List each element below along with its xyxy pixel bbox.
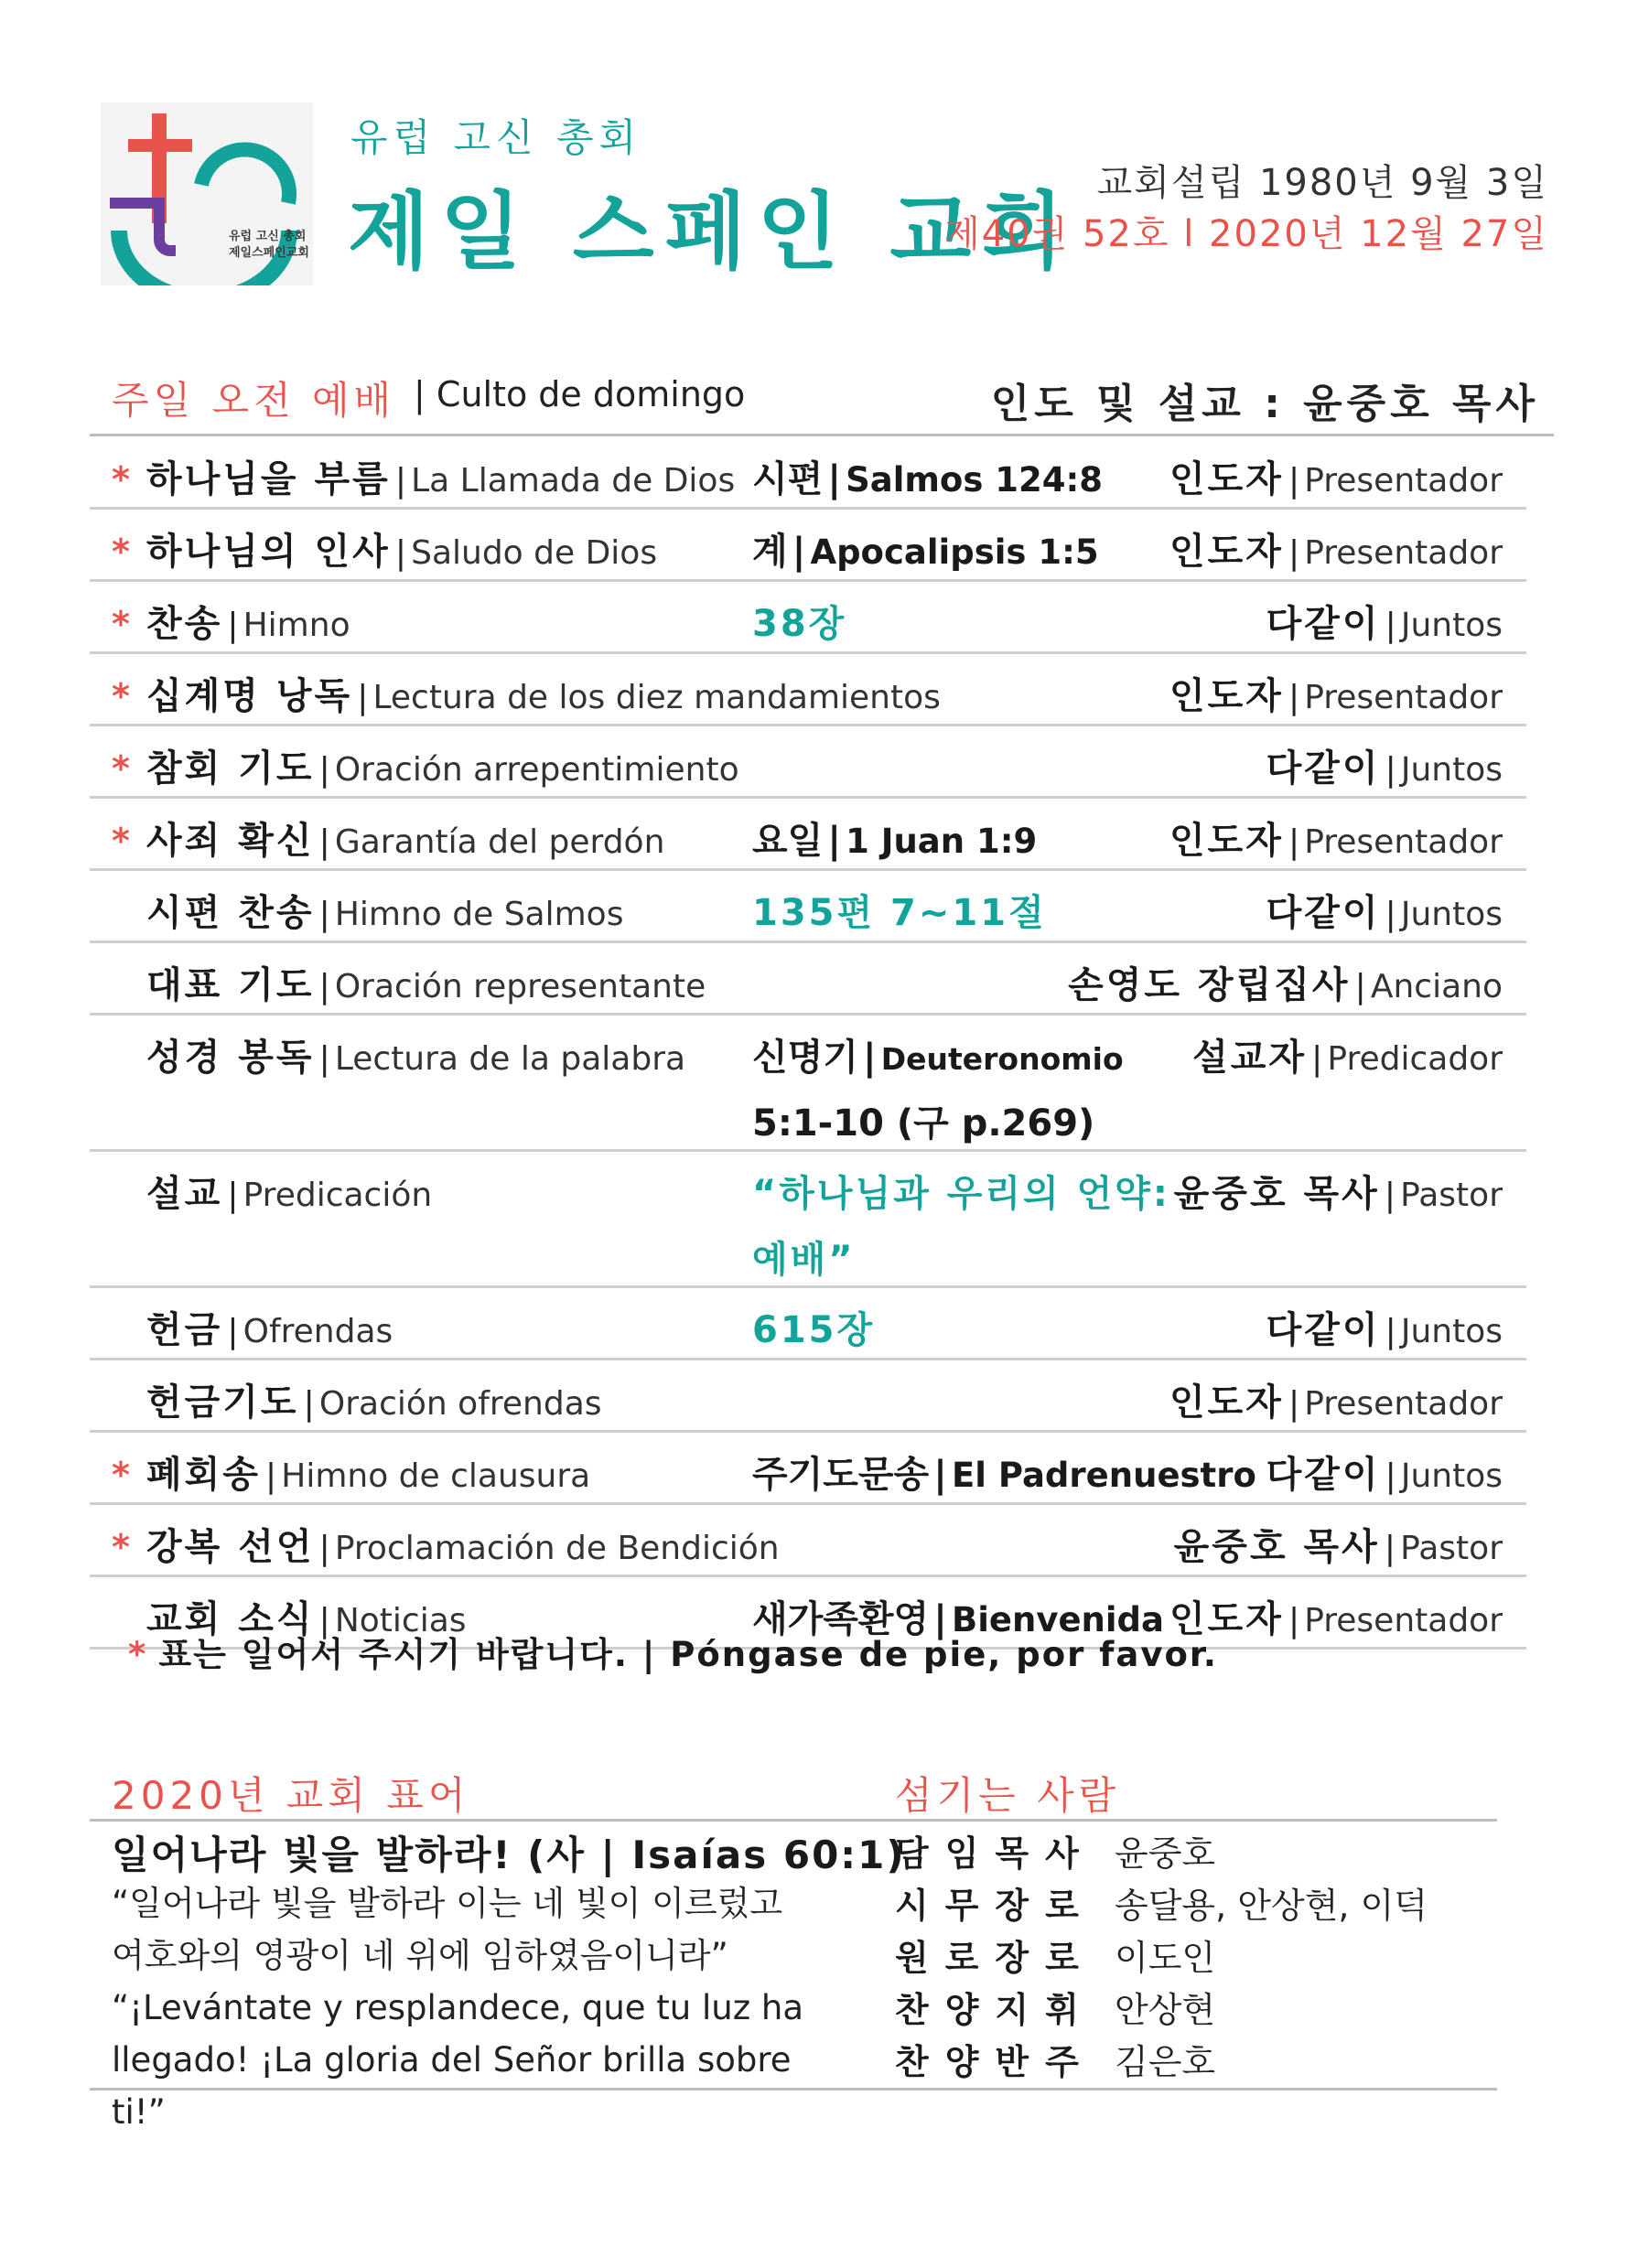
servers-heading: 섬기는 사람 — [895, 1773, 1121, 1818]
stand-marker: * — [112, 532, 130, 572]
row-reference-line2: 5:1-10 (구 p.269) — [752, 1102, 1095, 1145]
row-role: 인도자 | Presentador — [1169, 1598, 1503, 1640]
row-label: 참회 기도 | Oración arrepentimiento — [146, 747, 739, 790]
row-role: 인도자 | Presentador — [1169, 1381, 1503, 1424]
motto-line: llegado! ¡La gloria del Señor brilla sobre ti!” — [112, 2040, 792, 2132]
worship-row — [90, 726, 1526, 799]
motto-title: 일어나라 빛을 발하라! (사 | Isaías 60:1) — [112, 1833, 906, 1877]
row-role: 인도자 | Presentador — [1169, 531, 1503, 573]
svg-text:제일스페인교회: 제일스페인교회 — [229, 246, 309, 260]
issue-info: 제40권 52호 l 2020년 12월 27일 — [944, 213, 1548, 255]
row-label: 설교 | Predicación — [146, 1173, 433, 1215]
service-title-ko: 주일 오전 예배 — [112, 378, 396, 423]
row-role: 다같이 | Juntos — [1266, 747, 1503, 790]
row-reference: 계 | Apocalipsis 1:5 — [752, 531, 1099, 573]
motto-text — [112, 1877, 844, 2138]
worship-row — [90, 654, 1526, 726]
stand-marker: * — [112, 748, 130, 789]
row-reference: 새가족환영 | Bienvenida — [752, 1598, 1165, 1640]
stand-marker: * — [112, 459, 130, 500]
server-item: 시무장로 송달용, 안상현, 이덕 — [895, 1886, 1428, 1926]
row-reference: 615장 — [752, 1309, 876, 1351]
founded-date: 교회설립 1980년 9월 3일 — [1096, 162, 1548, 204]
worship-row — [90, 799, 1526, 871]
row-role: 다같이 | Juntos — [1266, 603, 1503, 645]
server-item: 찬양지휘 안상현 — [895, 1990, 1216, 2030]
row-reference: 135편 7~11절 — [752, 892, 1047, 934]
row-role: 인도자 | Presentador — [1169, 820, 1503, 862]
church-logo — [101, 102, 313, 285]
org-name: 유럽 고신 총회 — [350, 115, 642, 160]
row-label: 헌금 | Ofrendas — [146, 1309, 393, 1351]
motto-heading: 2020년 교회 표어 — [112, 1773, 470, 1818]
sermon-title-line2: 예배” — [752, 1239, 856, 1281]
bottom-divider — [90, 2088, 1497, 2091]
worship-row — [90, 1505, 1526, 1577]
worship-row — [90, 1152, 1526, 1288]
row-role: 윤중호 목사 | Pastor — [1173, 1526, 1503, 1568]
row-label: 헌금기도 | Oración ofrendas — [146, 1381, 602, 1424]
worship-row — [90, 437, 1526, 510]
row-label: 찬송 | Himno — [146, 603, 350, 645]
sermon-title-line1: “하나님과 우리의 언약: — [752, 1173, 1170, 1215]
worship-row — [90, 1288, 1526, 1360]
server-item: 찬양반주 김은호 — [895, 2042, 1216, 2082]
server-item: 원로장로 이도인 — [895, 1938, 1216, 1978]
worship-row — [90, 1016, 1526, 1152]
header-divider — [90, 434, 1554, 436]
row-reference: 요일 | 1 Juan 1:9 — [752, 820, 1038, 862]
svg-text:유럽 고신 총회: 유럽 고신 총회 — [229, 230, 307, 243]
motto-line: “일어나라 빛을 발하라 이는 네 빛이 이르렀고 — [112, 1884, 783, 1923]
service-leader: 인도 및 설교 : 윤중호 목사 — [990, 381, 1539, 427]
row-role: 인도자 | Presentador — [1169, 458, 1503, 500]
row-role: 설교자 | Predicador — [1192, 1037, 1503, 1079]
stand-marker: * — [112, 1455, 130, 1495]
stand-marker: * — [112, 821, 130, 861]
service-title-es: | Culto de domingo — [414, 374, 746, 414]
section-divider — [90, 1819, 1497, 1822]
row-role: 손영도 장립집사 | Anciano — [1068, 964, 1503, 1006]
row-label: 폐회송 | Himno de clausura — [146, 1454, 591, 1496]
row-label: 하나님의 인사 | Saludo de Dios — [146, 531, 658, 573]
worship-row — [90, 1360, 1526, 1433]
row-role: 윤중호 목사 | Pastor — [1173, 1173, 1503, 1215]
servers-list — [895, 1825, 1428, 2086]
standing-note: * 표는 일어서 주시기 바랍니다. | Póngase de pie, por favor. — [128, 1635, 1218, 1674]
row-label: 시편 찬송 | Himno de Salmos — [146, 892, 624, 934]
row-label: 사죄 확신 | Garantía del perdón — [146, 820, 665, 862]
worship-row — [90, 871, 1526, 943]
row-reference: 신명기 | Deuteronomio — [752, 1037, 1124, 1079]
service-header — [112, 371, 1539, 435]
worship-order — [90, 437, 1526, 1650]
motto-line: 여호와의 영광이 네 위에 임하였음이니라” — [112, 1936, 728, 1975]
row-reference: 주기도문송 | El Padrenuestro — [752, 1454, 1256, 1496]
stand-marker: * — [112, 1527, 130, 1567]
worship-row — [90, 510, 1526, 582]
row-label: 대표 기도 | Oración representante — [146, 964, 706, 1006]
row-label: 교회 소식 | Noticias — [146, 1598, 467, 1640]
worship-row — [90, 1433, 1526, 1505]
row-label: 강복 선언 | Proclamación de Bendición — [146, 1526, 780, 1568]
row-reference: 시편 | Salmos 124:8 — [752, 458, 1104, 500]
row-label: 하나님을 부름 | La Llamada de Dios — [146, 458, 736, 500]
worship-row — [90, 943, 1526, 1016]
row-role: 인도자 | Presentador — [1169, 675, 1503, 717]
stand-marker: * — [112, 604, 130, 644]
worship-row — [90, 582, 1526, 654]
church-title: 제일 스페인 교회 — [348, 183, 1075, 281]
server-item: 담임목사 윤중호 — [895, 1833, 1216, 1874]
row-reference: 38장 — [752, 603, 847, 645]
stand-marker: * — [112, 676, 130, 716]
row-label: 성경 봉독 | Lectura de la palabra — [146, 1037, 686, 1079]
row-label: 십계명 낭독 | Lectura de los diez mandamientos — [146, 675, 941, 717]
row-role: 다같이 | Juntos — [1266, 1454, 1503, 1496]
row-role: 다같이 | Juntos — [1266, 1309, 1503, 1351]
row-role: 다같이 | Juntos — [1266, 892, 1503, 934]
motto-line: “¡Levántate y resplandece, que tu luz ha — [112, 1988, 804, 2027]
